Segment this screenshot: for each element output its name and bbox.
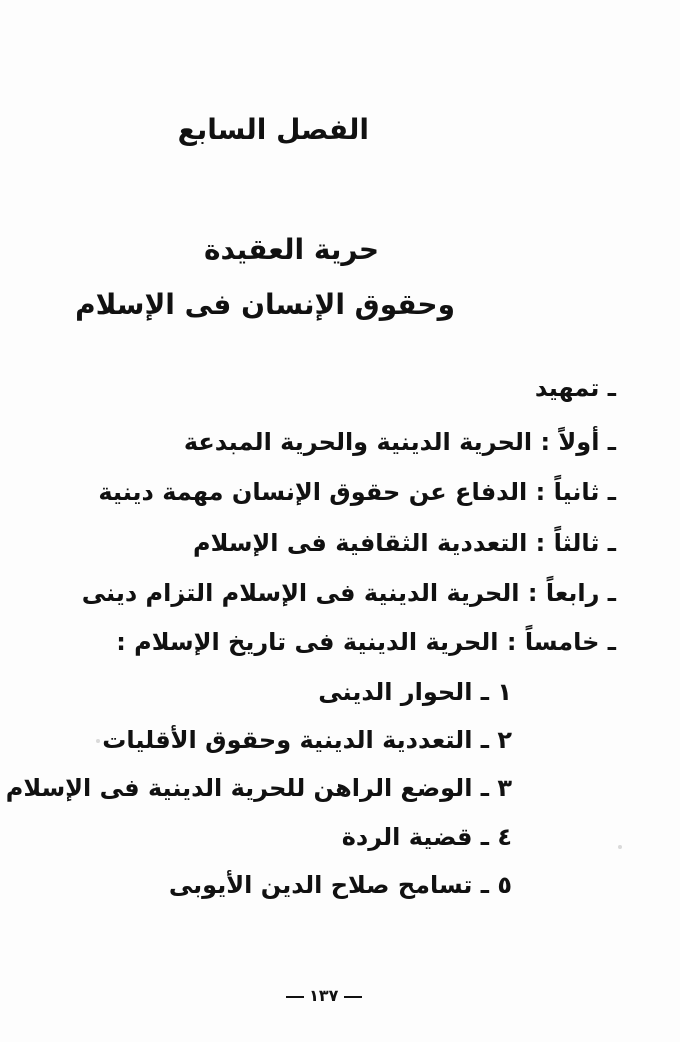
page-number-text: ١٣٧ — [309, 986, 339, 1005]
page-number — [286, 988, 362, 1004]
contents-subitem-3: ٣ ـ الوضع الراهن للحرية الدينية فى الإسلام — [5, 774, 512, 802]
contents-intro: ـ تمهيد — [534, 374, 616, 402]
contents-item-1: ـ أولاً : الحرية الدينية والحرية المبدعة — [183, 428, 616, 456]
section-heading-line-1: حرية العقيدة — [203, 233, 379, 266]
contents-subitem-1: ١ ـ الحوار الدينى — [318, 678, 512, 706]
contents-item-2: ـ ثانياً : الدفاع عن حقوق الإنسان مهمة دينية — [98, 478, 616, 506]
contents-subitem-2: ٢ ـ التعددية الدينية وحقوق الأقليات — [102, 726, 512, 754]
contents-item-3: ـ ثالثاً : التعددية الثقافية فى الإسلام — [193, 529, 616, 557]
contents-item-5: ـ خامساً : الحرية الدينية فى تاريخ الإسلام : — [116, 628, 616, 656]
section-heading-line-2: وحقوق الإنسان فى الإسلام — [75, 288, 455, 321]
scan-mark — [618, 845, 622, 849]
scan-mark — [96, 739, 100, 743]
chapter-title: الفصل السابع — [177, 113, 369, 146]
contents-subitem-5: ٥ ـ تسامح صلاح الدين الأيوبى — [168, 871, 512, 899]
contents-item-4: ـ رابعاً : الحرية الدينية فى الإسلام التزام دينى — [81, 579, 616, 607]
contents-subitem-4: ٤ ـ قضية الردة — [341, 823, 512, 851]
